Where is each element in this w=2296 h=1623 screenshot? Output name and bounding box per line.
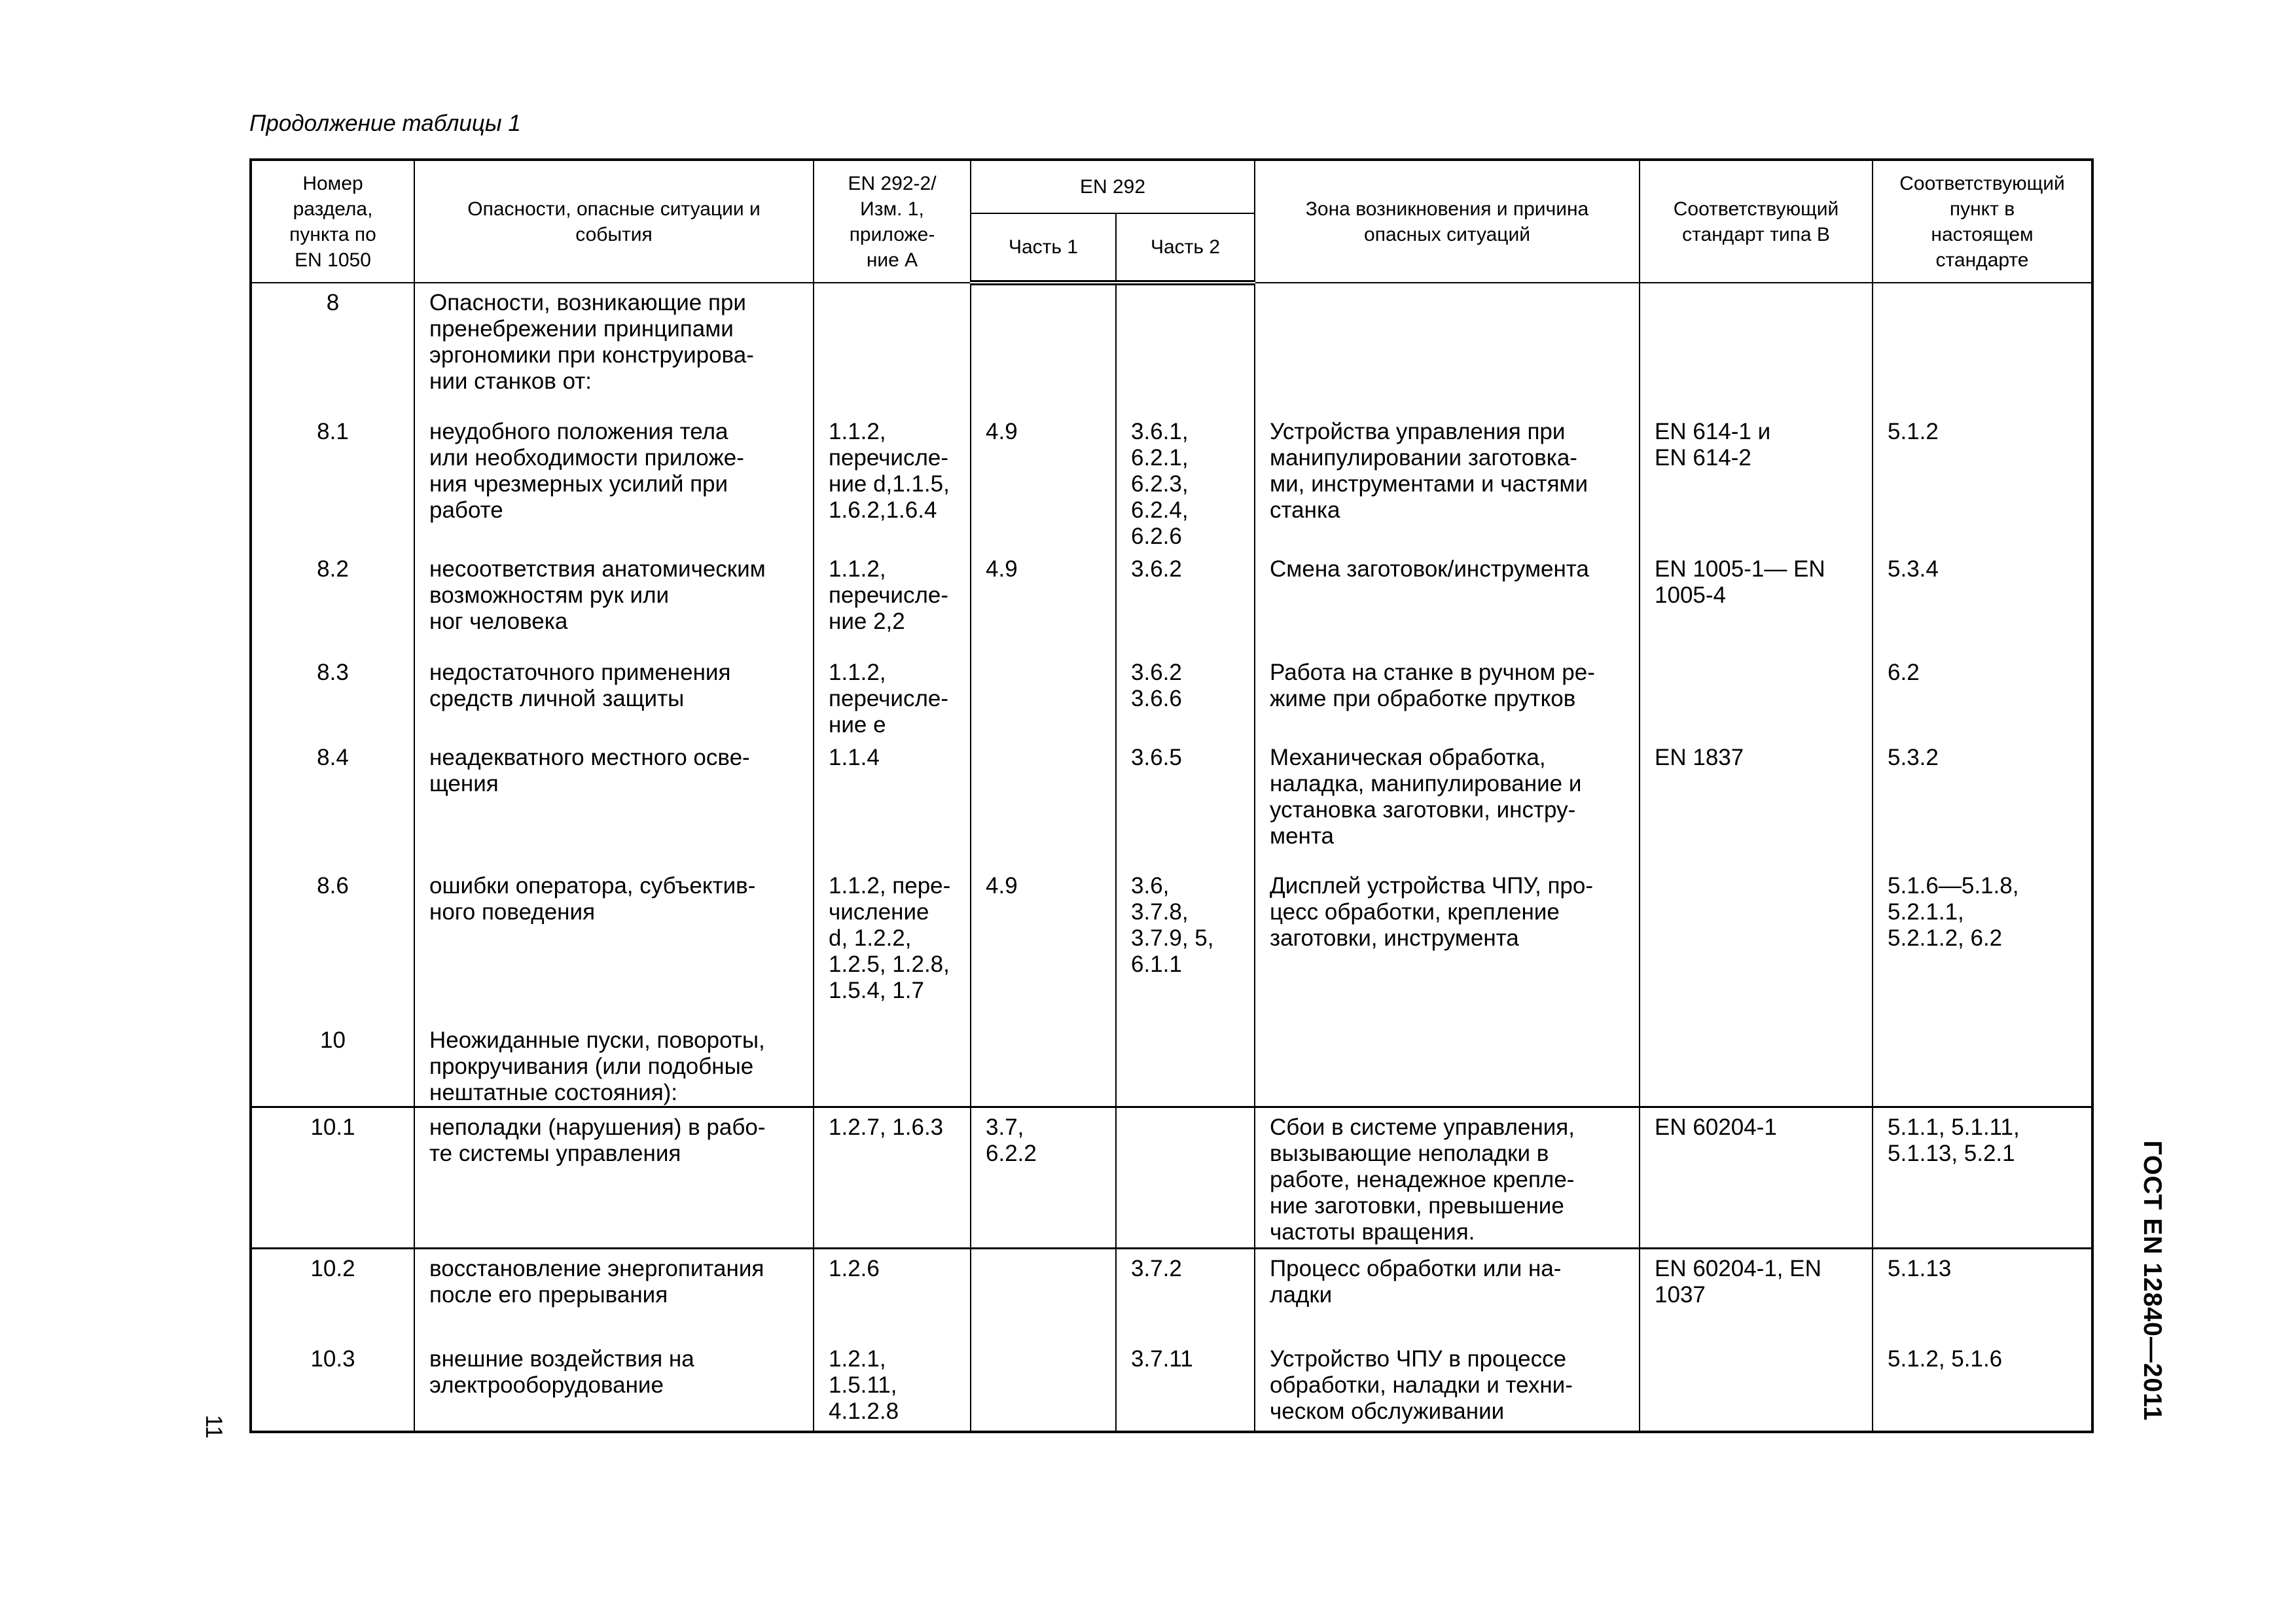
cell-type-b-standard — [1640, 1021, 1873, 1107]
cell-section-number: 8.3 — [251, 653, 414, 738]
cell-hazard: Опасности, возникающие при пренебрежении принципами эргономики при конструирова- нии станков от: — [414, 283, 814, 412]
cell-section-number: 8.6 — [251, 866, 414, 1021]
header-hazard-zone: Зона возникновения и причина опасных ситуаций — [1255, 160, 1640, 283]
document-side-title: ГОСТ EN 12840—2011 — [2138, 1140, 2166, 1421]
cell-en292-2-annex: 1.2.1, 1.5.11, 4.1.2.8 — [814, 1340, 971, 1432]
cell-hazard: недостаточного применения средств личной защиты — [414, 653, 814, 738]
header-en292-group: EN 292 — [971, 160, 1255, 213]
cell-hazard-zone: Сбои в системе управления, вызывающие неполадки в работе, ненадежное крепле- ние заготовки, превышение частоты вращения. — [1255, 1107, 1640, 1249]
cell-clause — [1873, 1021, 2092, 1107]
cell-type-b-standard: EN 1005-1— EN 1005-4 — [1640, 550, 1873, 653]
cell-hazard: несоответствия анатомическим возможностям рук или ног человека — [414, 550, 814, 653]
cell-clause: 5.3.4 — [1873, 550, 2092, 653]
header-type-b-standard: Соответствующий стандарт типа В — [1640, 160, 1873, 283]
cell-part-2: 3.6.2 3.6.6 — [1116, 653, 1255, 738]
cell-section-number: 10 — [251, 1021, 414, 1107]
cell-en292-2-annex: 1.1.4 — [814, 738, 971, 866]
cell-section-number: 8.2 — [251, 550, 414, 653]
cell-type-b-standard — [1640, 866, 1873, 1021]
table-row — [251, 1107, 2092, 1249]
cell-section-number: 10.3 — [251, 1340, 414, 1432]
cell-hazard: Неожиданные пуски, повороты, прокручивания (или подобные нештатные состояния): — [414, 1021, 814, 1107]
header-section-number: Номер раздела, пункта по EN 1050 — [251, 160, 414, 283]
cell-section-number: 8.1 — [251, 412, 414, 550]
header-clause: Соответствующий пункт в настоящем стандарте — [1873, 160, 2092, 283]
cell-clause: 5.1.6—5.1.8, 5.2.1.1, 5.2.1.2, 6.2 — [1873, 866, 2092, 1021]
cell-clause: 5.1.2, 5.1.6 — [1873, 1340, 2092, 1432]
cell-hazard: неполадки (нарушения) в рабо- те системы управления — [414, 1107, 814, 1249]
table-row — [251, 283, 2092, 412]
cell-part-1 — [971, 653, 1116, 738]
cell-part-1 — [971, 283, 1116, 412]
cell-hazard-zone: Процесс обработки или на- ладки — [1255, 1249, 1640, 1340]
table-row — [251, 1340, 2092, 1432]
cell-section-number: 10.1 — [251, 1107, 414, 1249]
cell-part-2: 3.7.11 — [1116, 1340, 1255, 1432]
header-part-1: Часть 1 — [971, 213, 1116, 283]
cell-clause: 5.1.1, 5.1.11, 5.1.13, 5.2.1 — [1873, 1107, 2092, 1249]
table-row — [251, 866, 2092, 1021]
cell-part-2: 3.6.5 — [1116, 738, 1255, 866]
cell-hazard-zone: Дисплей устройства ЧПУ, про- цесс обработки, крепление заготовки, инструмента — [1255, 866, 1640, 1021]
cell-hazard: неудобного положения тела или необходимости приложе- ния чрезмерных усилий при работе — [414, 412, 814, 550]
cell-clause: 5.1.2 — [1873, 412, 2092, 550]
cell-hazard-zone: Механическая обработка, наладка, манипулирование и установка заготовки, инстру- мента — [1255, 738, 1640, 866]
cell-en292-2-annex: 1.1.2, пере- числение d, 1.2.2, 1.2.5, 1.2.8, 1.5.4, 1.7 — [814, 866, 971, 1021]
cell-type-b-standard — [1640, 1340, 1873, 1432]
cell-en292-2-annex: 1.2.7, 1.6.3 — [814, 1107, 971, 1249]
cell-part-2: 3.6.1, 6.2.1, 6.2.3, 6.2.4, 6.2.6 — [1116, 412, 1255, 550]
cell-part-1: 4.9 — [971, 866, 1116, 1021]
cell-hazard: ошибки оператора, субъектив- ного поведения — [414, 866, 814, 1021]
cell-part-2 — [1116, 283, 1255, 412]
cell-en292-2-annex: 1.1.2, перечисле- ние d,1.1.5, 1.6.2,1.6.4 — [814, 412, 971, 550]
cell-hazard-zone — [1255, 283, 1640, 412]
cell-hazard-zone: Смена заготовок/инструмента — [1255, 550, 1640, 653]
cell-type-b-standard: EN 60204-1, EN 1037 — [1640, 1249, 1873, 1340]
table-caption: Продолжение таблицы 1 — [249, 111, 521, 136]
cell-part-1 — [971, 738, 1116, 866]
table-row — [251, 738, 2092, 866]
cell-part-1: 4.9 — [971, 412, 1116, 550]
cell-clause: 5.1.13 — [1873, 1249, 2092, 1340]
cell-hazard: восстановление энергопитания после его прерывания — [414, 1249, 814, 1340]
cell-part-1 — [971, 1249, 1116, 1340]
page-number: 11 — [201, 1414, 226, 1439]
cell-hazard-zone: Устройство ЧПУ в процессе обработки, наладки и техни- ческом обслуживании — [1255, 1340, 1640, 1432]
cell-section-number: 8 — [251, 283, 414, 412]
cell-section-number: 10.2 — [251, 1249, 414, 1340]
header-part-2: Часть 2 — [1116, 213, 1255, 283]
cell-en292-2-annex: 1.1.2, перечисле- ние 2,2 — [814, 550, 971, 653]
cell-type-b-standard: EN 614-1 и EN 614-2 — [1640, 412, 1873, 550]
cell-part-1 — [971, 1021, 1116, 1107]
cell-en292-2-annex — [814, 1021, 971, 1107]
cell-part-1: 4.9 — [971, 550, 1116, 653]
cell-hazard-zone: Устройства управления при манипулировании заготовка- ми, инструментами и частями станка — [1255, 412, 1640, 550]
table-row — [251, 1249, 2092, 1340]
cell-hazard-zone — [1255, 1021, 1640, 1107]
table-row — [251, 412, 2092, 550]
table-row — [251, 653, 2092, 738]
cell-type-b-standard: EN 1837 — [1640, 738, 1873, 866]
cell-hazard: внешние воздействия на электрооборудование — [414, 1340, 814, 1432]
cell-type-b-standard: EN 60204-1 — [1640, 1107, 1873, 1249]
cell-hazard-zone: Работа на станке в ручном ре- жиме при обработке прутков — [1255, 653, 1640, 738]
cell-en292-2-annex: 1.1.2, перечисле- ние e — [814, 653, 971, 738]
cell-part-1: 3.7, 6.2.2 — [971, 1107, 1116, 1249]
cell-type-b-standard — [1640, 653, 1873, 738]
cell-en292-2-annex: 1.2.6 — [814, 1249, 971, 1340]
cell-part-2: 3.7.2 — [1116, 1249, 1255, 1340]
cell-clause: 5.3.2 — [1873, 738, 2092, 866]
cell-part-2: 3.6, 3.7.8, 3.7.9, 5, 6.1.1 — [1116, 866, 1255, 1021]
cell-clause — [1873, 283, 2092, 412]
cell-hazard: неадекватного местного осве- щения — [414, 738, 814, 866]
header-hazards: Опасности, опасные ситуации и события — [414, 160, 814, 283]
cell-part-2 — [1116, 1107, 1255, 1249]
header-en292-2-annex: EN 292-2/ Изм. 1, приложе- ние А — [814, 160, 971, 283]
cell-type-b-standard — [1640, 283, 1873, 412]
cell-en292-2-annex — [814, 283, 971, 412]
table-row — [251, 550, 2092, 653]
cell-clause: 6.2 — [1873, 653, 2092, 738]
hazard-table — [249, 158, 2094, 1433]
cell-part-2: 3.6.2 — [1116, 550, 1255, 653]
cell-part-2 — [1116, 1021, 1255, 1107]
cell-section-number: 8.4 — [251, 738, 414, 866]
cell-part-1 — [971, 1340, 1116, 1432]
table-row — [251, 1021, 2092, 1107]
